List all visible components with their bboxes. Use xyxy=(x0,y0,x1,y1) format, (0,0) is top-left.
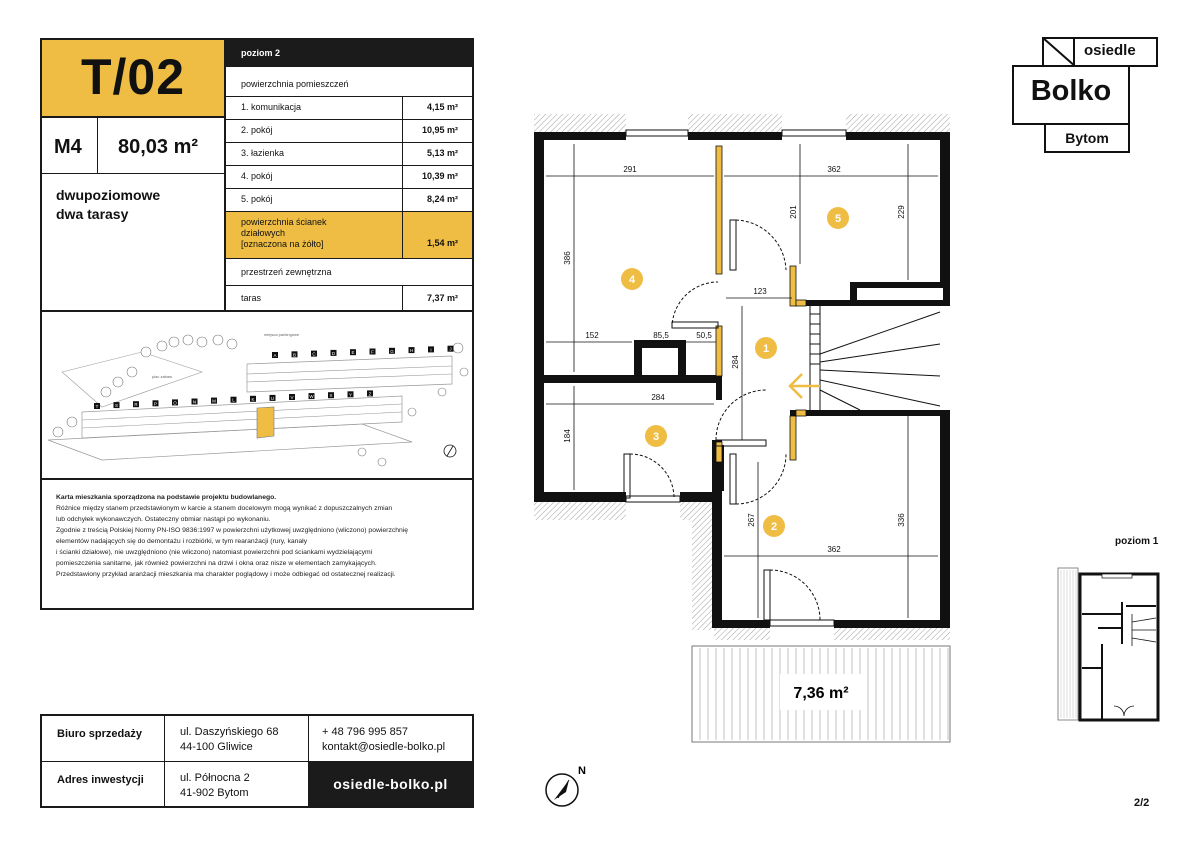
dim-267: 267 xyxy=(747,513,756,527)
unit-area: 80,03 m² xyxy=(118,136,199,158)
room-area: 4,15 m² xyxy=(426,102,458,112)
site-tag-letter: A xyxy=(273,353,277,358)
dim-184: 184 xyxy=(563,429,572,443)
site-compass-icon xyxy=(444,445,456,457)
dim-229: 229 xyxy=(897,205,906,219)
floor-plan xyxy=(520,100,960,750)
dim-152: 152 xyxy=(585,331,599,340)
level-header: poziom 2 xyxy=(226,40,472,67)
dim-284-h: 284 xyxy=(651,393,665,402)
room-marker-5: 5 xyxy=(834,213,842,225)
dim-201: 201 xyxy=(789,205,798,219)
sales-addr-2: 44-100 Gliwice xyxy=(180,741,253,753)
terrace-label: taras xyxy=(241,293,262,303)
sales-label: Biuro sprzedaży xyxy=(57,728,142,740)
page-number: 2/2 xyxy=(1134,797,1150,809)
north-label: N xyxy=(578,765,586,777)
dim-291: 291 xyxy=(623,165,637,174)
desc-line-2: dwa tarasy xyxy=(56,206,129,222)
room-marker-4: 4 xyxy=(628,274,636,286)
invest-address xyxy=(180,771,250,801)
site-tag-letter: K xyxy=(251,396,255,402)
unit-description xyxy=(56,186,160,224)
terrace-area-label: 7,36 m² xyxy=(793,685,849,702)
invest-addr-1: ul. Północna 2 xyxy=(180,772,250,784)
room-name: 4. pokój xyxy=(241,171,273,181)
site-tag-letter: V xyxy=(290,395,294,400)
contact-info xyxy=(322,725,445,755)
notes-line: Różnice między stanem przedstawionym w karcie a stanem docelowym mogą wynikać z dopuszczalnych zmian xyxy=(56,505,393,512)
playground-label: plac zabaw xyxy=(152,374,173,379)
site-tag-letter: C xyxy=(312,351,316,357)
dim-362-bottom: 362 xyxy=(827,545,841,554)
invest-label: Adres inwestycji xyxy=(57,774,144,786)
site-tag-letter: D xyxy=(331,350,336,356)
bolko-logo xyxy=(1012,37,1160,155)
site-tag-letter: F xyxy=(371,349,374,355)
site-tag-letter: L xyxy=(232,397,235,403)
sales-address xyxy=(180,725,278,755)
dim-386: 386 xyxy=(563,251,572,265)
dim-362-top: 362 xyxy=(827,165,841,174)
notes-line: Zgodnie z treścią Polskiej Normy PN-ISO 9836:1997 w powierzchni użytkowej uwzględniono (wliczono) powierzchnię xyxy=(56,527,409,534)
room-name: 1. komunikacja xyxy=(241,102,302,112)
room-marker-3: 3 xyxy=(652,431,660,443)
desc-line-1: dwupoziomowe xyxy=(56,187,161,203)
site-tag-letter: M xyxy=(212,398,216,404)
notes-line: pomieszczenia sanitarne, jak również powierzchni na drzwi i okna oraz nisze w elementach zamykających. xyxy=(56,560,377,567)
site-tag-letter: X xyxy=(329,393,333,399)
walls-line-2: działowych xyxy=(241,228,286,238)
dim-123: 123 xyxy=(753,287,767,296)
room-marker-2: 2 xyxy=(770,521,778,533)
notes-title: Karta mieszkania sporządzona na podstawie projektu budowlanego. xyxy=(56,494,277,501)
terrace-area: 7,37 m² xyxy=(426,293,458,303)
website-link[interactable]: osiedle-bolko.pl xyxy=(309,762,472,806)
mini-floor-plan xyxy=(1056,566,1160,722)
email-link[interactable]: kontakt@osiedle-bolko.pl xyxy=(322,741,446,753)
room-name: 5. pokój xyxy=(241,194,273,204)
room-area: 10,95 m² xyxy=(421,125,458,135)
outdoor-title: przestrzeń zewnętrzna xyxy=(241,267,332,277)
mini-level-label: poziom 1 xyxy=(1115,536,1159,547)
room-area: 5,13 m² xyxy=(426,148,458,158)
walls-line-1: powierzchnia ścianek xyxy=(241,217,327,227)
room-name: 3. łazienka xyxy=(241,148,285,158)
notes-line: elementów nadających się do demontażu i rozbiórki, w tym rearanżacji (rury, kanały xyxy=(56,538,308,545)
site-tag-letter: T xyxy=(95,404,99,409)
notes-line: lub odchyłek wykonawczych. Ostateczny obmiar nastąpi po wykonaniu. xyxy=(56,516,271,523)
site-tag-letter: E xyxy=(351,350,355,356)
site-tag-letter: O xyxy=(173,400,177,406)
site-tag-letter: Z xyxy=(368,391,372,397)
logo-bottom-text: Bytom xyxy=(1065,130,1109,146)
parking-label: miejsca parkingowe xyxy=(264,332,300,337)
room-area: 8,24 m² xyxy=(426,194,458,204)
site-tag-letter: W xyxy=(309,394,314,400)
site-tag-letter: R xyxy=(134,402,138,408)
site-plan-illustration xyxy=(42,312,472,478)
dim-336: 336 xyxy=(897,513,906,527)
north-arrow-icon xyxy=(540,762,590,812)
dim-50: 50,5 xyxy=(696,331,712,340)
site-tag-letter: S xyxy=(114,403,119,409)
logo-slash-icon xyxy=(1042,37,1076,67)
rooms-section-title: powierzchnia pomieszczeń xyxy=(241,79,349,89)
site-tag-letter: H xyxy=(409,348,414,354)
notes-line: i ścianki działowe), nie uwzględniono (nie wliczono) natomiast powierzchni pod ściankami wydzielającymi xyxy=(56,549,373,556)
site-tag-letter: U xyxy=(270,395,275,401)
invest-addr-2: 41-902 Bytom xyxy=(180,787,249,799)
sales-addr-1: ul. Daszyńskiego 68 xyxy=(180,726,279,738)
site-tag-letter: N xyxy=(192,399,197,405)
site-tag-letter: P xyxy=(153,401,158,407)
walls-area: 1,54 m² xyxy=(426,238,458,248)
site-tag-letter: J xyxy=(449,346,452,352)
notes-line: Przedstawiony przykład aranżacji mieszkania ma charakter poglądowy i może odbiegać od ostatecznej realizacji. xyxy=(56,571,396,578)
room-area: 10,39 m² xyxy=(421,171,458,181)
logo-main-text: Bolko xyxy=(1030,75,1112,107)
phone-link[interactable]: + 48 796 995 857 xyxy=(322,726,408,738)
walls-label xyxy=(241,217,327,250)
walls-line-3: [oznaczona na żółto] xyxy=(241,239,324,249)
logo-top-text: osiedle xyxy=(1084,42,1136,59)
site-tag-letter: Y xyxy=(348,392,353,398)
dim-284-v: 284 xyxy=(731,355,740,369)
unit-type: M4 xyxy=(54,136,82,158)
room-marker-1: 1 xyxy=(762,343,770,355)
site-tag-letter: I xyxy=(430,347,432,353)
site-tag-letter: B xyxy=(292,352,297,358)
room-name: 2. pokój xyxy=(241,125,273,135)
dim-85: 85,5 xyxy=(653,331,669,340)
notes-text xyxy=(56,492,466,580)
unit-number: T/02 xyxy=(80,49,186,105)
site-tag-letter: G xyxy=(390,348,394,354)
